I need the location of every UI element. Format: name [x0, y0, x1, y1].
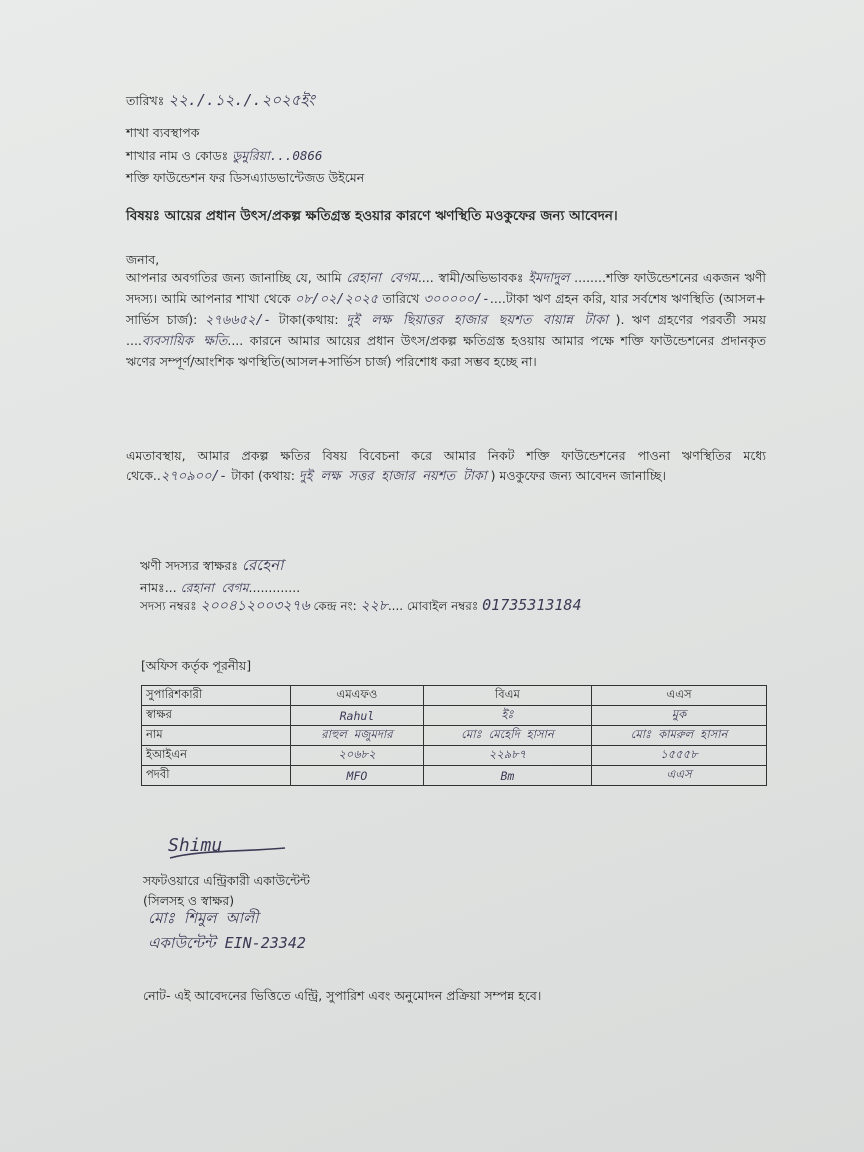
table-row [142, 766, 767, 786]
branch-line [126, 148, 322, 164]
member-name-label: নামঃ... [140, 580, 177, 595]
p2-text-3: ) মওকুফের জন্য আবেদন জানাচ্ছি। [490, 468, 666, 483]
row-label: নাম [142, 726, 291, 746]
header-cell: বিএম [423, 686, 591, 706]
p1-text-4: তারিখে [382, 291, 420, 306]
table-row [142, 746, 767, 766]
header-cell: এএস [592, 686, 767, 706]
salutation: জনাব, [126, 252, 160, 267]
date-label: তারিখঃ [126, 93, 165, 108]
waiver-amount: ২৭০৯০০/- [160, 469, 228, 484]
p1-text-3: শক্তি ফাউন্ডেশনের একজন ঋণী সদস্য। আমি আপনার শাখা থেকে [126, 270, 766, 306]
damage-cause: ব্যবসায়িক ক্ষতি [141, 334, 228, 349]
balance-words: দুই লক্ষ ছিয়াত্তর হাজার ছয়শত বায়ান্ন টাকা [346, 313, 608, 328]
member-name-value: রেহানা বেগম [180, 580, 249, 595]
org-line: শক্তি ফাউন্ডেশন ফর ডিসএ্যাডভান্টেজড উইমেন [126, 170, 365, 185]
member-name-line: নামঃ... রেহানা বেগম............. [140, 580, 301, 595]
table-cell: ২২৯৮৭ [423, 746, 591, 766]
p1-text-7: ). ঋণ গ্রহণের পরবর্তী সময় [615, 312, 766, 327]
loan-date: ০৮/০২/২০২৫ [294, 292, 379, 307]
member-sign-line [140, 557, 283, 574]
applicant-name: রেহানা বেগম [346, 271, 418, 286]
row-label: পদবী [142, 766, 291, 786]
row-label: স্বাক্ষর [142, 706, 291, 726]
branch-label: শাখার নাম ও কোডঃ [126, 148, 229, 163]
accountant-name: মোঃ শিমুল আলী [148, 909, 259, 927]
header-cell: সুপারিশকারী [142, 686, 291, 706]
table-cell: মুক [592, 706, 767, 726]
waiver-words: দুই লক্ষ সত্তর হাজার নয়শত টাকা [298, 469, 487, 484]
member-id-value: ২০০৪১২০০৩২৭৬ [200, 598, 310, 614]
center-value: ২২৮ [360, 598, 388, 614]
p1-text-2: স্বামী/অভিভাবকঃ [438, 270, 524, 285]
table-cell: এএস [592, 766, 767, 786]
date-value: ২২./.১২./.২০২৫ইং [168, 91, 315, 109]
member-signature: রেহেনা [241, 556, 284, 574]
paragraph-2 [126, 446, 766, 487]
table-cell: ১৫৫৫৮ [592, 746, 767, 766]
note: নোট- এই আবেদনের ভিত্তিতে এন্ট্রি, সুপারিশ এবং অনুমোদন প্রক্রিয়া সম্পন্ন হবে। [143, 988, 542, 1003]
loan-balance: ২৭৬৬৫২/- [204, 313, 272, 328]
member-id-line: সদস্য নম্বরঃ ২০০৪১২০০৩২৭৬ কেন্দ্র নং: ২২৮.... মোবাইল নম্বরঃ 01735313184 [140, 596, 582, 614]
p1-text-6: টাকা(কথায়: [278, 312, 339, 327]
office-title: [অফিস কর্তৃক পূরনীয়] [141, 658, 252, 673]
member-sign-label: ঋণী সদস্যর স্বাক্ষরঃ [140, 558, 238, 573]
table-cell: রাহুল মজুমদার [291, 726, 424, 746]
accountant-signature-stroke [160, 830, 290, 866]
table-row [142, 706, 767, 726]
table-cell: মোঃ মেহেদি হাসান [423, 726, 591, 746]
branch-value: ডুমুরিয়া...0866 [232, 148, 323, 163]
header-cell: এমএফও [291, 686, 424, 706]
table-cell: MFO [291, 766, 424, 786]
accountant-ein: একাউন্টেন্ট EIN-23342 [148, 934, 306, 952]
p2-text-1: এমতাবস্থায়, আমার প্রকল্প ক্ষতির বিষয় বিবেচনা করে আমার নিকট শক্তি ফাউন্ডেশনের পাওনা ঋণস্থিতির মধ্যে থেকে.. [126, 448, 766, 483]
accountant-signature: Shimu [168, 835, 223, 856]
member-id-label: সদস্য নম্বরঃ [140, 599, 197, 613]
manager-line: শাখা ব্যবস্থাপক [126, 125, 200, 140]
office-table-header [142, 686, 767, 706]
table-cell: ইঃ [423, 706, 591, 726]
table-cell: ২০৬৮২ [291, 746, 424, 766]
guardian-name: ইমদাদুল [528, 271, 570, 286]
mobile-label: মোবাইল নম্বরঃ [406, 599, 479, 613]
p1-text-1: আপনার অবগতির জন্য জানাচ্ছি যে, আমি [126, 270, 342, 285]
date-line [126, 92, 315, 109]
office-table [141, 685, 767, 786]
loan-amount: ৩০০০০০/- [423, 292, 490, 307]
row-label: ইআইএন [142, 746, 291, 766]
p2-text-2: টাকা (কথায়: [231, 468, 295, 483]
p1-text-5: টাকা ঋণ গ্রহন করি, যার সর্বশেষ ঋণস্থিতি (আসল+ সার্ভিস চার্জ): [126, 291, 766, 327]
subject-line: বিষয়ঃ আয়ের প্রধান উৎস/প্রকল্প ক্ষতিগ্রস্ত হওয়ার কারণে ঋণস্থিতি মওকুফের জন্য আবেদন। [126, 208, 618, 224]
table-cell: Rahul [291, 706, 424, 726]
table-cell: মোঃ কামরুল হাসান [592, 726, 767, 746]
accountant-label: সফটওয়ারে এন্ট্রিকারী একাউন্টেন্ট [143, 873, 310, 888]
center-label: কেন্দ্র নং: [313, 599, 357, 613]
p1-text-8: কারনে আমার আয়ের প্রধান উৎস/প্রকল্প ক্ষতিগ্রস্ত হওয়ায় আমার পক্ষে শক্তি ফাউন্ডেশনের প্রদানকৃত ঋণের সম্পূর্ণ/আংশিক ঋণস্থিতি(আসল+সার্ভিস চার্জ) পরিশোধ করা সম্ভব হচ্ছে না। [126, 333, 767, 369]
paragraph-1: আপনার অবগতির জন্য জানাচ্ছি যে, আমি রেহানা বেগম.... স্বামী/অভিভাবকঃ ইমদাদুল ........শক্তি ফাউন্ডেশনের একজন ঋণী সদস্য। আমি আপনার শাখা থেকে ০৮/০২/২০২৫ তারিখে ৩০০০০০/-....টাকা ঋণ গ্রহন করি, যার সর্বশেষ ঋণস্থিতি (আসল+ সার্ভিস চার্জ): ২৭৬৬৫২/- টাকা(কথায়: দুই লক্ষ ছিয়াত্তর হাজার ছয়শত বায়ান্ন টাকা ). ঋণ গ্রহণের পরবর্তী সময় ....ব্যবসায়িক ক্ষতি.... কারনে আমার আয়ের প্রধান উৎস/প্রকল্প ক্ষতিগ্রস্ত হওয়ায় আমার পক্ষে শক্তি ফাউন্ডেশনের প্রদানকৃত ঋণের সম্পূর্ণ/আংশিক ঋণস্থিতি(আসল+সার্ভিস চার্জ) পরিশোধ করা সম্ভব হচ্ছে না। [126, 270, 767, 369]
table-cell: Bm [423, 766, 591, 786]
mobile-value: 01735313184 [482, 596, 582, 614]
table-row [142, 726, 767, 746]
accountant-sub: (সিলসহ ও স্বাক্ষর) [143, 893, 235, 908]
